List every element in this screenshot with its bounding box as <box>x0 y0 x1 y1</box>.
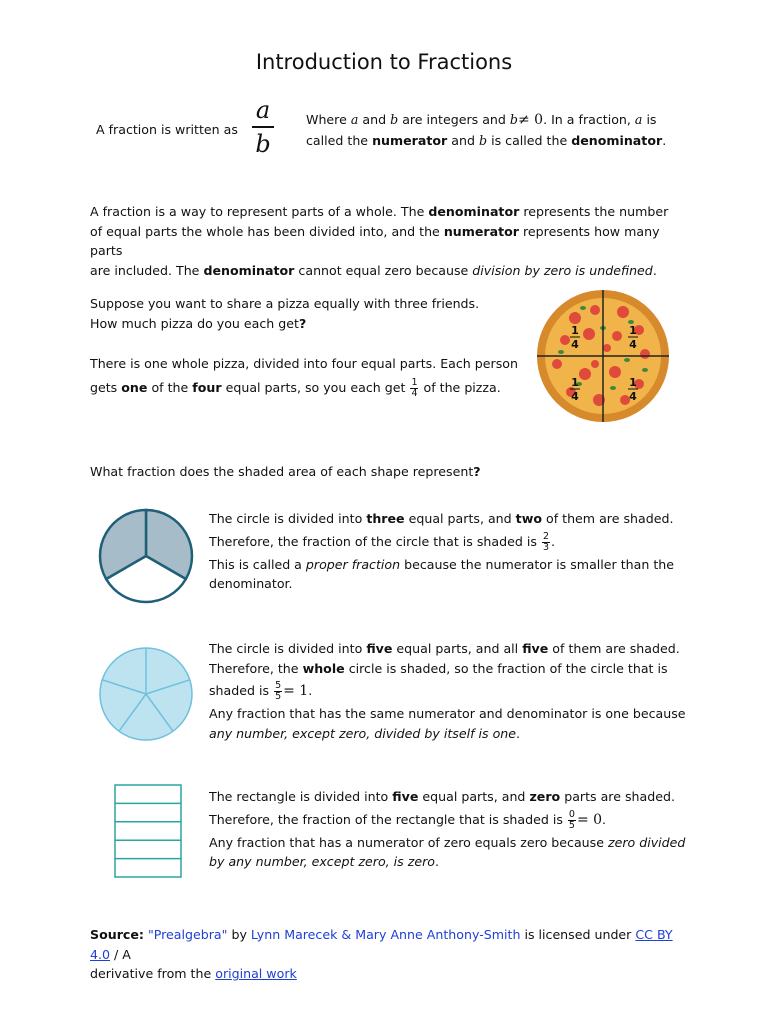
s1-text: because the numerator is smaller than the <box>404 556 674 572</box>
original-work-link[interactable]: original work <box>215 966 297 981</box>
intro-text: . <box>662 132 667 148</box>
slice-label-num: 1 <box>629 376 637 389</box>
s3-bold: zero <box>529 789 561 804</box>
pizza-a1: There is one whole pizza, divided into four equal parts. Each person <box>90 356 518 371</box>
pizza-text: gets <box>90 380 118 395</box>
s1-text: This is called a <box>209 556 302 572</box>
s2-text: . <box>516 725 521 741</box>
frac-num: 2 <box>542 530 549 542</box>
s1-bold: three <box>366 511 405 526</box>
shape2-description <box>209 639 689 743</box>
s3-text: The rectangle is divided into <box>209 789 389 804</box>
pizza-text: equal parts, so you each get <box>225 380 406 395</box>
var-b: b <box>509 112 518 127</box>
shape3-description <box>209 787 689 872</box>
pizza-answer <box>90 352 520 400</box>
frac-den: 5 <box>568 819 575 831</box>
fraction-one-quarter <box>410 378 418 399</box>
slice-label-num: 1 <box>571 324 579 337</box>
s3-bold: five <box>392 789 419 804</box>
s3-text: Therefore, the fraction of the rectangle that is shaded is <box>209 811 563 827</box>
var-a: a <box>350 112 359 127</box>
slice-label-den: 4 <box>629 390 637 403</box>
s2-text: Any fraction that has the same numerator and denominator is one because <box>209 706 686 721</box>
denominator-term: denominator <box>571 132 663 148</box>
s3-text: Any fraction that has a numerator of zero equals zero because <box>209 834 604 850</box>
frac-den: 4 <box>411 388 418 399</box>
neq-zero: ≠ 0 <box>517 112 544 128</box>
def-bold: denominator <box>203 262 295 278</box>
var-a: a <box>634 112 643 127</box>
def-text: . <box>652 262 657 278</box>
intro-text: is <box>646 112 657 127</box>
def-text: are included. The <box>90 262 200 278</box>
pizza-text: of the <box>151 380 189 395</box>
slice-label-den: 4 <box>571 390 579 403</box>
intro-lead: A fraction is written as <box>96 122 238 137</box>
definition-paragraph <box>90 202 690 280</box>
intro-text: and <box>451 132 475 148</box>
s3-italic: zero divided <box>607 834 686 850</box>
s3-text: . <box>602 811 607 827</box>
pizza-q2: How much pizza do you each get <box>90 315 299 331</box>
question-text: What fraction does the shaded area of each shape represent <box>90 464 474 479</box>
s2-text: . <box>308 683 313 698</box>
s3-line2 <box>209 807 606 833</box>
def-text: cannot equal zero because <box>298 262 469 278</box>
s2-bold: whole <box>302 660 345 676</box>
s1-text: The circle is divided into <box>209 511 363 526</box>
frac-num: 5 <box>275 680 282 691</box>
slice-label-den: 4 <box>629 338 637 351</box>
pizza-q2-mark: ? <box>298 315 307 331</box>
def-bold: numerator <box>443 223 520 239</box>
source-label: Source: <box>90 927 144 942</box>
fraction-zero-fifths <box>568 810 576 831</box>
s1-text: of them are shaded. <box>546 511 674 526</box>
fraction-symbol <box>248 96 278 158</box>
fraction-five-fifths <box>274 681 282 702</box>
page-title: Introduction to Fractions <box>255 50 513 74</box>
pizza-bold: one <box>121 380 148 395</box>
s3-text: parts are shaded. <box>564 789 675 804</box>
source-title: "Prealgebra" <box>147 927 228 942</box>
source-text: is licensed under <box>524 927 632 942</box>
frac-den: 5 <box>275 691 282 702</box>
var-b: b <box>479 132 488 148</box>
slice-label-num: 1 <box>629 324 637 337</box>
s1-line2 <box>209 529 555 555</box>
def-text: represents the number <box>523 204 669 219</box>
fraction-two-thirds <box>542 532 550 553</box>
rectangle-fifths-diagram <box>114 784 182 878</box>
source-attribution <box>90 925 690 984</box>
s1-text: denominator. <box>209 576 293 591</box>
fraction-symbol-denominator: b <box>255 130 271 158</box>
fraction-bar <box>252 126 274 128</box>
frac-den: 3 <box>542 541 549 553</box>
intro-text: are integers and <box>402 112 506 127</box>
intro-definition <box>306 110 706 150</box>
intro-text: called the <box>306 132 369 148</box>
slice-label-den: 4 <box>571 338 579 351</box>
slice-label-num: 1 <box>571 376 579 389</box>
s2-line3 <box>209 678 312 704</box>
s2-text: shaded is <box>209 683 270 698</box>
intro-text: Where <box>306 112 347 127</box>
shape1-description <box>209 509 679 594</box>
empty-rectangle <box>115 785 181 877</box>
pizza-q1: Suppose you want to share a pizza equally with three friends. <box>90 296 480 311</box>
def-bold: denominator <box>428 204 520 219</box>
s1-text: . <box>551 533 556 549</box>
s2-text: Therefore, the <box>209 660 299 676</box>
question-mark: ? <box>473 464 481 479</box>
s3-text: equal parts, and <box>422 789 526 804</box>
source-text: derivative from the <box>90 966 212 981</box>
s1-bold: two <box>515 511 542 526</box>
def-italic: division by zero is undefined <box>472 262 653 278</box>
var-b: b <box>390 112 399 127</box>
circle-fifths-diagram <box>98 646 194 742</box>
s1-italic: proper fraction <box>305 556 401 572</box>
s2-text: equal parts, and all <box>396 641 519 656</box>
license-link[interactable]: CC BY 4.0 <box>90 927 673 962</box>
s1-text: Therefore, the fraction of the circle that is shaded is <box>209 533 537 549</box>
shapes-question <box>90 462 481 482</box>
equals-one: = 1 <box>283 683 309 699</box>
def-text: of equal parts the whole has been divided into, and the <box>90 223 440 239</box>
source-authors: Lynn Marecek & Mary Anne Anthony-Smith <box>250 927 521 942</box>
frac-num: 1 <box>411 377 418 388</box>
def-text: represents how many parts <box>90 223 660 258</box>
pizza-illustration <box>535 288 671 424</box>
pizza-question <box>90 294 520 333</box>
intro-text: and <box>362 112 387 127</box>
equals-zero: = 0 <box>576 811 603 828</box>
source-text: / A <box>114 946 131 962</box>
intro-text: is called the <box>491 132 568 148</box>
fraction-symbol-numerator: a <box>255 96 271 124</box>
s2-text: circle is shaded, so the fraction of the circle that is <box>348 660 668 676</box>
intro-text: . In a fraction, <box>543 112 631 127</box>
s2-bold: five <box>366 641 393 656</box>
s3-italic: by any number, except zero, is zero <box>209 854 435 869</box>
pizza-bold: four <box>192 380 222 395</box>
pizza-text: of the pizza. <box>423 380 501 395</box>
s3-text: . <box>434 854 439 869</box>
source-text: by <box>231 927 247 942</box>
s1-text: equal parts, and <box>408 511 512 526</box>
s2-text: The circle is divided into <box>209 641 363 656</box>
s2-italic: any number, except zero, divided by itself is one <box>209 725 517 741</box>
frac-num: 0 <box>568 808 575 820</box>
numerator-term: numerator <box>372 132 448 148</box>
s2-text: of them are shaded. <box>552 641 680 656</box>
def-text: A fraction is a way to represent parts of a whole. The <box>90 204 425 219</box>
s2-bold: five <box>522 641 549 656</box>
circle-thirds-diagram <box>98 508 194 604</box>
